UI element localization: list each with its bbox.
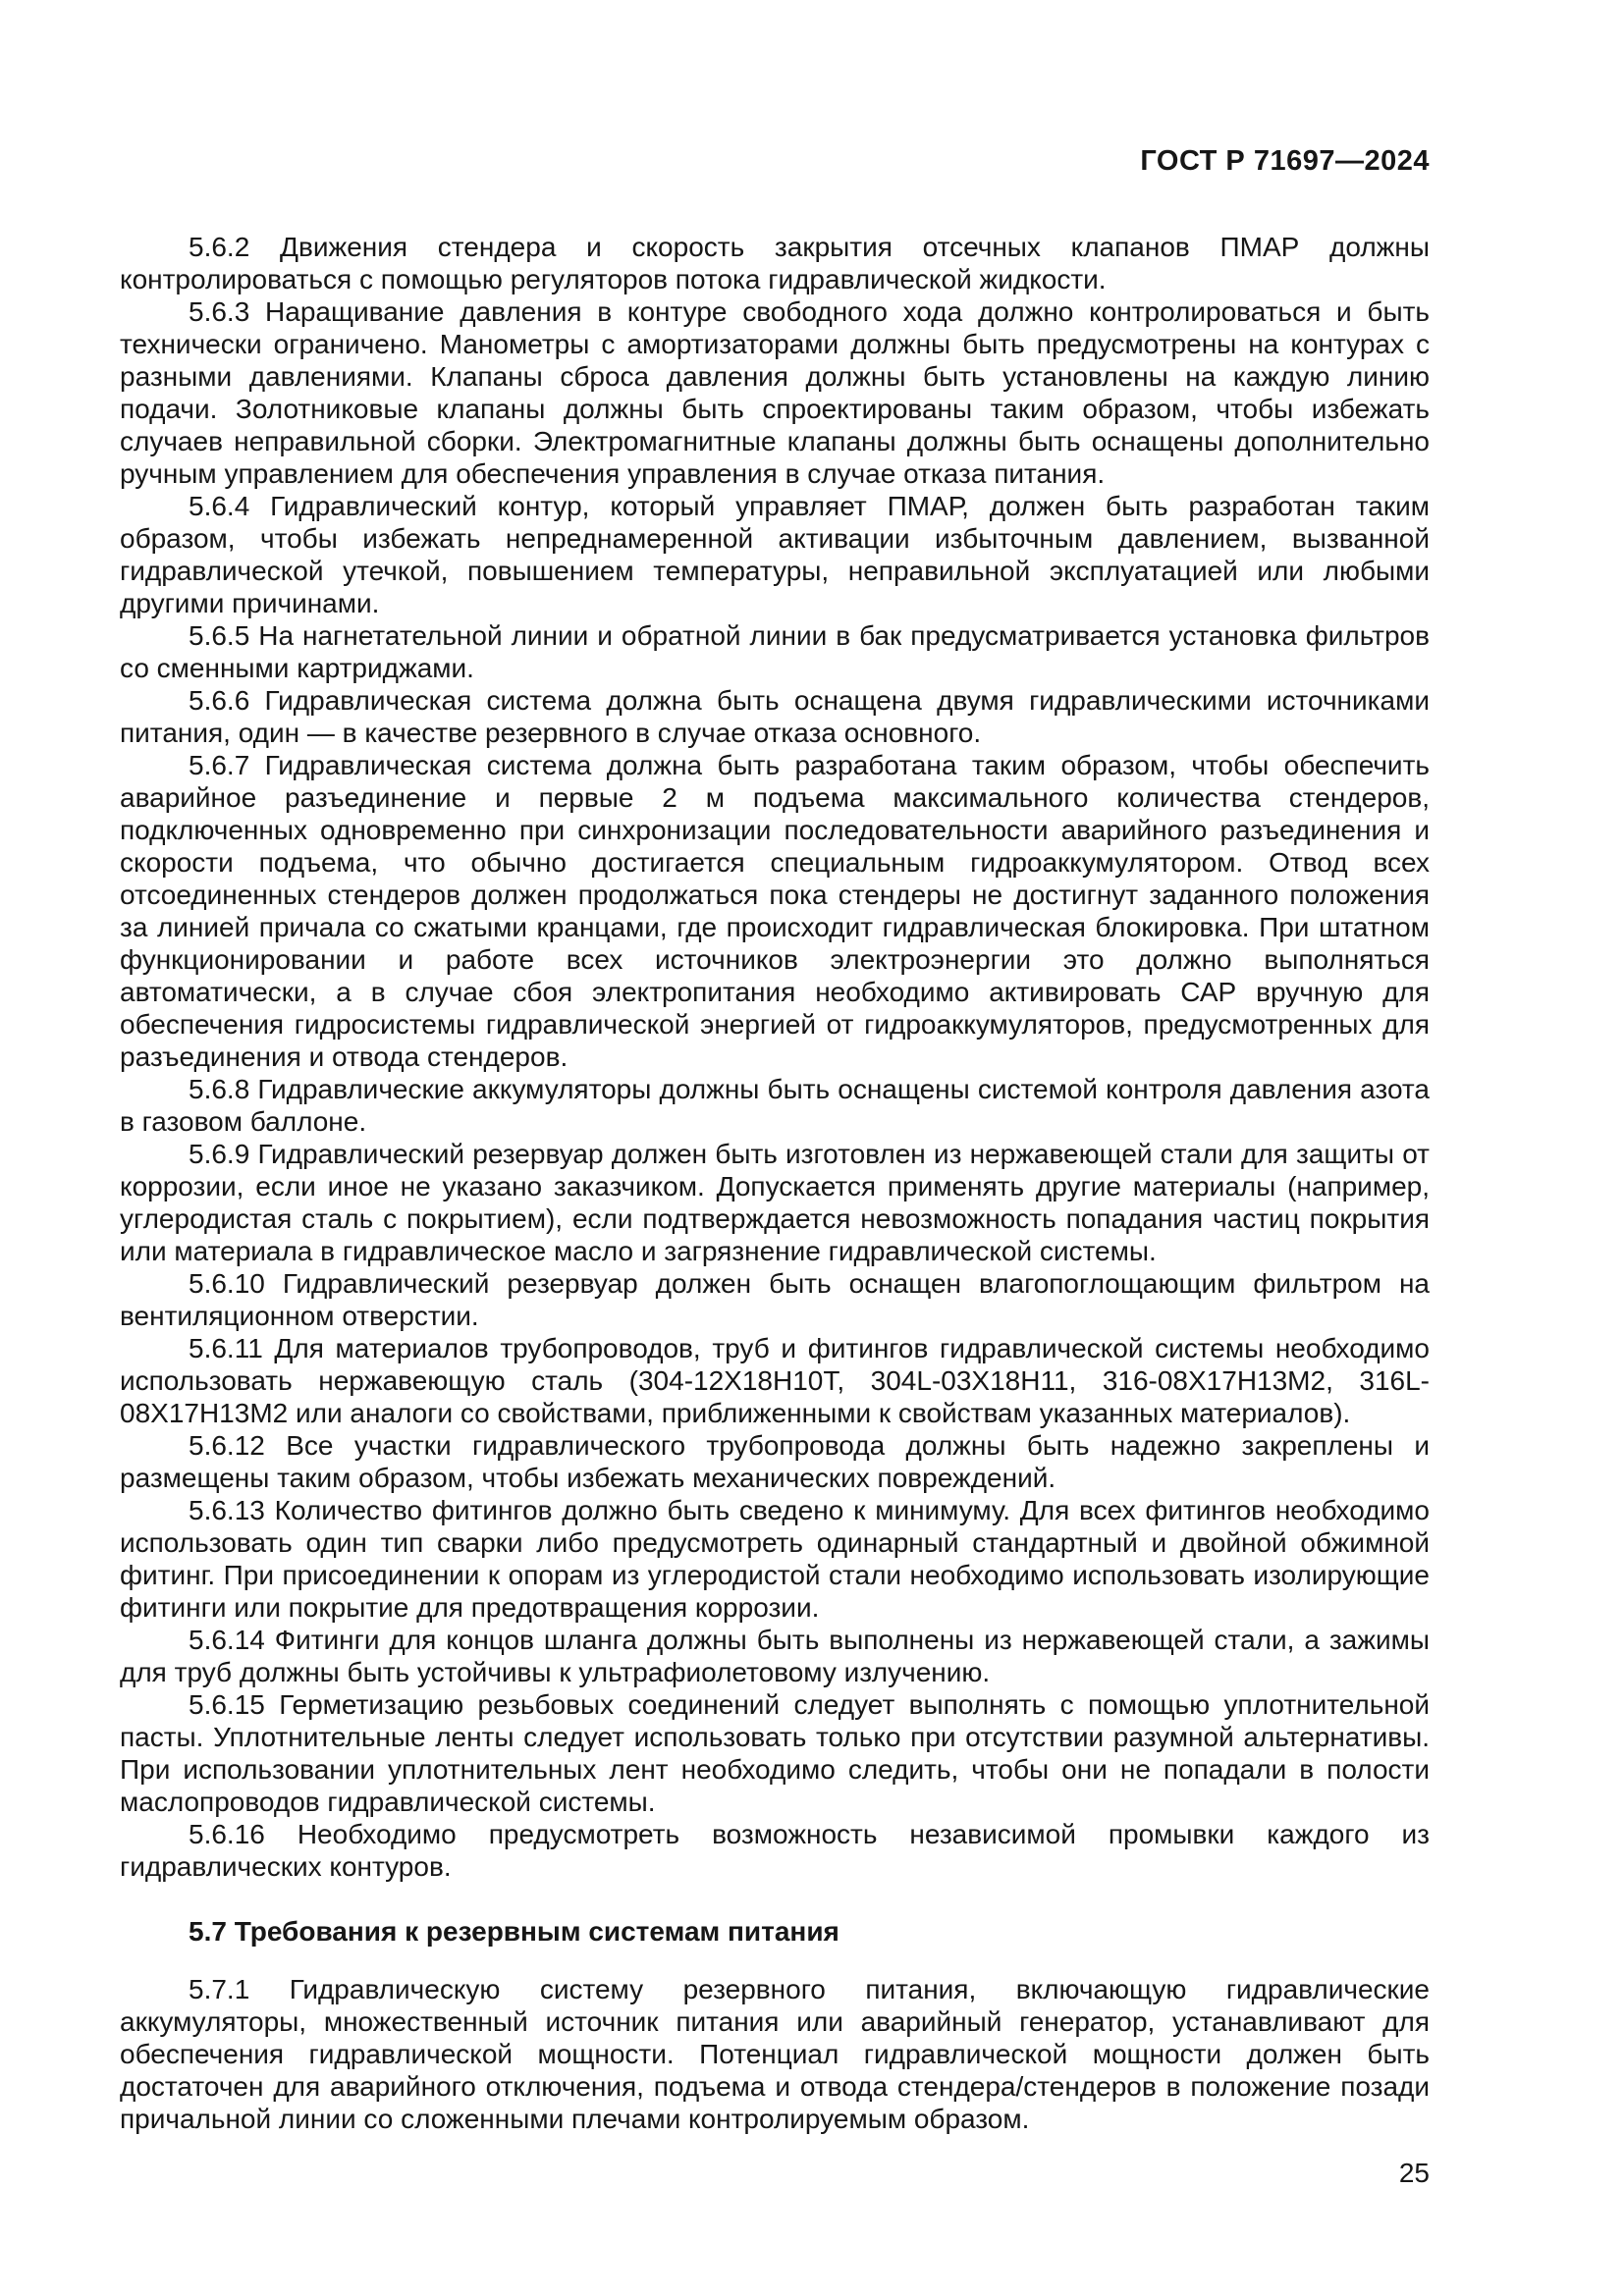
clause-paragraph-5-6-9: 5.6.9 Гидравлический резервуар должен быть изготовлен из нержавеющей стали для защиты от коррозии, если иное не указано заказчиком. Допускается применять другие материалы (например, углеродистая сталь с покрытием), если подтверждается невозможность попадания частиц покрытия или материала в гидравлическое масло и загрязнение гидравлической системы.: [120, 1139, 1430, 1266]
document-body: [120, 231, 1430, 2189]
clause-paragraph-5-6-8: 5.6.8 Гидравлические аккумуляторы должны быть оснащены системой контроля давления азота в газовом баллоне.: [120, 1074, 1430, 1137]
clause-paragraph-5-6-12: 5.6.12 Все участки гидравлического трубопровода должны быть надежно закреплены и размещены таким образом, чтобы избежать механических повреждений.: [120, 1430, 1430, 1493]
clause-paragraph-5-6-10: 5.6.10 Гидравлический резервуар должен быть оснащен влагопоглощающим фильтром на вентиляционном отверстии.: [120, 1268, 1430, 1331]
clause-paragraph-5-6-16: 5.6.16 Необходимо предусмотреть возможность независимой промывки каждого из гидравлических контуров.: [120, 1819, 1430, 1882]
clause-paragraph-5-6-11: 5.6.11 Для материалов трубопроводов, труб и фитингов гидравлической системы необходимо использовать нержавеющую сталь (304-12Х18Н10Т, 304L-03Х18Н11, 316-08Х17Н13М2, 316L-08Х17Н13М2 или аналоги со свойствами, приближенными к свойствам указанных материалов).: [120, 1333, 1430, 1428]
running-header-standard-code: ГОСТ Р 71697—2024: [1140, 145, 1430, 177]
clause-paragraph-5-6-13: 5.6.13 Количество фитингов должно быть сведено к минимуму. Для всех фитингов необходимо использовать один тип сварки либо предусмотреть одинарный стандартный и двойной обжимной фитинг. При присоединении к опорам из углеродистой стали необходимо использовать изолирующие фитинги или покрытие для предотвращения коррозии.: [120, 1495, 1430, 1623]
clause-paragraph-5-6-5: 5.6.5 На нагнетательной линии и обратной линии в бак предусматривается установка фильтров со сменными картриджами.: [120, 620, 1430, 683]
clause-paragraph-5-6-14: 5.6.14 Фитинги для концов шланга должны быть выполнены из нержавеющей стали, а зажимы для труб должны быть устойчивы к ультрафиолетовому излучению.: [120, 1625, 1430, 1687]
clause-paragraph-5-6-4: 5.6.4 Гидравлический контур, который управляет ПМАР, должен быть разработан таким образом, чтобы избежать непреднамеренной активации избыточным давлением, вызванной гидравлической утечкой, повышением температуры, неправильной эксплуатацией или любыми другими причинами.: [120, 491, 1430, 618]
clause-paragraph-5-6-6: 5.6.6 Гидравлическая система должна быть оснащена двумя гидравлическими источниками питания, один — в качестве резервного в случае отказа основного.: [120, 685, 1430, 748]
clause-paragraph-5-6-15: 5.6.15 Герметизацию резьбовых соединений следует выполнять с помощью уплотнительной пасты. Уплотнительные ленты следует использовать только при отсутствии разумной альтернативы. При использовании уплотнительных лент необходимо следить, чтобы они не попадали в полости маслопроводов гидравлической системы.: [120, 1689, 1430, 1817]
page-number: 25: [1398, 2158, 1430, 2188]
clause-paragraph-5-6-7: 5.6.7 Гидравлическая система должна быть разработана таким образом, чтобы обеспечить аварийное разъединение и первые 2 м подъема максимального количества стендеров, подключенных одновременно при синхронизации последовательности аварийного разъединения и скорости подъема, что обычно достигается специальным гидроаккумулятором. Отвод всех отсоединенных стендеров должен продолжаться пока стендеры не достигнут заданного положения за линией причала со сжатыми кранцами, где происходит гидравлическая блокировка. При штатном функционировании и работе всех источников электроэнергии это должно выполняться автоматически, а в случае сбоя электропитания необходимо активировать САР вручную для обеспечения гидросистемы гидравлической энергией от гидроаккумуляторов, предусмотренных для разъединения и отвода стендеров.: [120, 750, 1430, 1072]
clause-paragraph-5-7-1: 5.7.1 Гидравлическую систему резервного питания, включающую гидравлические аккумуляторы, множественный источник питания или аварийный генератор, устанавливают для обеспечения гидравлической мощности. Потенциал гидравлической мощности должен быть достаточен для аварийного отключения, подъема и отвода стендера/стендеров в положение позади причальной линии со сложенными плечами контролируемым образом.: [120, 1974, 1430, 2134]
clause-paragraph-5-6-3: 5.6.3 Наращивание давления в контуре свободного хода должно контролироваться и быть технически ограничено. Манометры с амортизаторами должны быть предусмотрены на контурах с разными давлениями. Клапаны сброса давления должны быть установлены на каждую линию подачи. Золотниковые клапаны должны быть спроектированы таким образом, чтобы избежать случаев неправильной сборки. Электромагнитные клапаны должны быть оснащены дополнительно ручным управлением для обеспечения управления в случае отказа питания.: [120, 296, 1430, 489]
clause-paragraph-5-6-2: 5.6.2 Движения стендера и скорость закрытия отсечных клапанов ПМАР должны контролироваться с помощью регуляторов потока гидравлической жидкости.: [120, 232, 1430, 294]
section-heading-5-7: 5.7 Требования к резервным системам питания: [189, 1916, 839, 1947]
